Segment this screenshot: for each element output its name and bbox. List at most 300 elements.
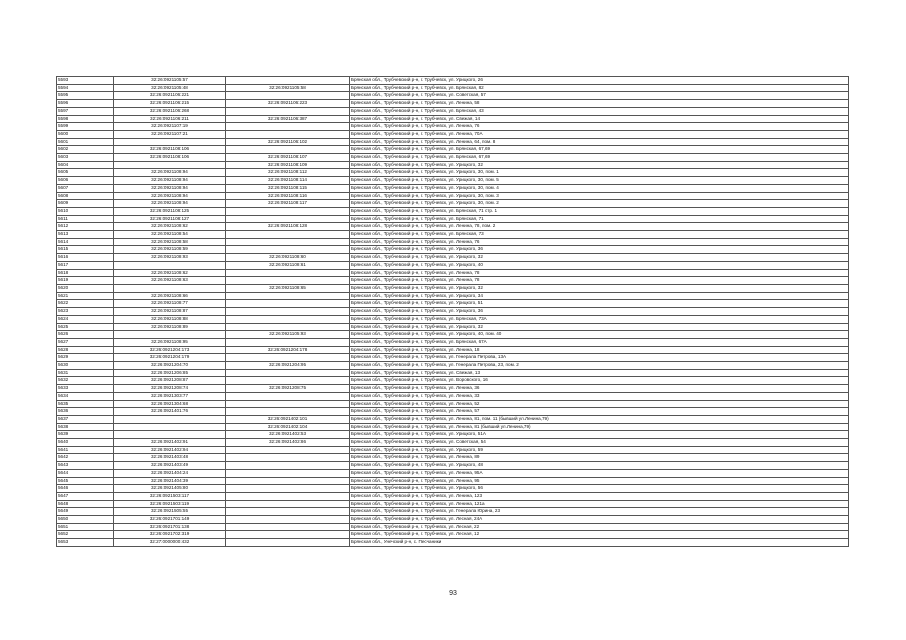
row-number-cell: 5646 <box>57 485 114 493</box>
row-number-cell: 5616 <box>57 254 114 262</box>
related-cadastral-number-cell <box>226 485 350 493</box>
cadastral-number-cell <box>114 331 226 339</box>
row-number-cell: 5651 <box>57 523 114 531</box>
address-cell: Брянская обл., Трубчевский р-н, г. Трубчевск, ул. Урицкого, 36 <box>350 308 849 316</box>
cadastral-number-cell: 32:26:0921108:106 <box>114 154 226 162</box>
address-cell: Брянская обл., Трубчевский р-н, г. Трубчевск, ул. Лесная, 22 <box>350 523 849 531</box>
table-row <box>57 362 849 370</box>
cadastral-number-cell <box>114 284 226 292</box>
row-number-cell: 5629 <box>57 354 114 362</box>
row-number-cell: 5613 <box>57 231 114 239</box>
cadastral-number-cell <box>114 415 226 423</box>
table-row <box>57 431 849 439</box>
row-number-cell: 5604 <box>57 161 114 169</box>
table-row <box>57 469 849 477</box>
address-cell: Брянская обл., Трубчевский р-н, г. Трубчевск, ул. Воровского, 16 <box>350 377 849 385</box>
related-cadastral-number-cell: 32:26:0921108:116 <box>226 192 350 200</box>
related-cadastral-number-cell <box>226 107 350 115</box>
cadastral-number-cell <box>114 423 226 431</box>
cadastral-number-cell: 32:26:0921701:138 <box>114 523 226 531</box>
table-row <box>57 500 849 508</box>
cadastral-number-cell: 32:26:0921505:55 <box>114 508 226 516</box>
cadastral-number-cell: 32:26:0921108:106 <box>114 146 226 154</box>
row-number-cell: 5608 <box>57 192 114 200</box>
row-number-cell: 5617 <box>57 261 114 269</box>
cadastral-number-cell <box>114 161 226 169</box>
cadastral-number-cell: 32:26:0921108:125 <box>114 207 226 215</box>
address-cell: Брянская обл., Трубчевский р-н, г. Трубчевск, ул. Советская, 57 <box>350 92 849 100</box>
table-row <box>57 223 849 231</box>
related-cadastral-number-cell: 32:26:0921106:387 <box>226 115 350 123</box>
related-cadastral-number-cell <box>226 369 350 377</box>
related-cadastral-number-cell <box>226 246 350 254</box>
table-row <box>57 177 849 185</box>
related-cadastral-number-cell: 32:26:0921208:75 <box>226 385 350 393</box>
address-cell: Брянская обл., Трубчевский р-н, г. Трубчевск, ул. Урицкого, 30, пом. 5 <box>350 177 849 185</box>
related-cadastral-number-cell <box>226 207 350 215</box>
table-row <box>57 84 849 92</box>
cadastral-number-cell: 32:26:0921702:319 <box>114 531 226 539</box>
row-number-cell: 5624 <box>57 315 114 323</box>
address-cell: Брянская обл., Трубчевский р-н, г. Трубчевск, ул. Урицкого, 51А <box>350 431 849 439</box>
cadastral-number-cell: 32:26:0921206:85 <box>114 369 226 377</box>
cadastral-number-cell: 32:26:0921105:57 <box>114 77 226 85</box>
cadastral-number-cell: 32:26:0921108:66 <box>114 292 226 300</box>
address-cell: Брянская обл., Трубчевский р-н, г. Трубчевск, ул. Ленина, 76 <box>350 238 849 246</box>
cadastral-number-cell: 32:26:0921108:63 <box>114 277 226 285</box>
row-number-cell: 5649 <box>57 508 114 516</box>
row-number-cell: 5637 <box>57 415 114 423</box>
row-number-cell: 5605 <box>57 169 114 177</box>
address-cell: Брянская обл., Трубчевский р-н, г. Трубчевск, ул. Ленина, 81, пом. 11 (бывший ул.Ленина,79) <box>350 415 849 423</box>
address-cell: Брянская обл., Трубчевский р-н, г. Трубчевск, ул. Брянская, 67А <box>350 338 849 346</box>
related-cadastral-number-cell: 32:26:0921108:128 <box>226 223 350 231</box>
table-row <box>57 508 849 516</box>
cadastral-number-cell: 32:26:0921405:80 <box>114 485 226 493</box>
cadastral-number-cell: 32:26:0921108:94 <box>114 192 226 200</box>
address-cell: Брянская обл., Трубчевский р-н, г. Трубчевск, ул. Ленина, 81 (бывший ул.Ленина,79) <box>350 423 849 431</box>
table-row <box>57 284 849 292</box>
address-cell: Брянская обл., Трубчевский р-н, г. Трубчевск, ул. Брянская, 71 <box>350 215 849 223</box>
row-number-cell: 5645 <box>57 477 114 485</box>
related-cadastral-number-cell: 32:26:0921204:178 <box>226 346 350 354</box>
row-number-cell: 5596 <box>57 100 114 108</box>
cadastral-number-cell: 32:26:0921204:179 <box>114 354 226 362</box>
address-cell: Брянская обл., Трубчевский р-н, г. Трубчевск, ул. Ленина, 95 <box>350 477 849 485</box>
table-row <box>57 115 849 123</box>
row-number-cell: 5599 <box>57 123 114 131</box>
related-cadastral-number-cell <box>226 215 350 223</box>
related-cadastral-number-cell: 32:26:0921204:95 <box>226 362 350 370</box>
cadastral-number-cell <box>114 431 226 439</box>
address-cell: Брянская обл., Трубчевский р-н, г. Трубчевск, ул. Урицкого, 30, пом. 2 <box>350 200 849 208</box>
row-number-cell: 5618 <box>57 269 114 277</box>
row-number-cell: 5640 <box>57 439 114 447</box>
cadastral-number-cell: 32:26:0921108:94 <box>114 177 226 185</box>
cadastral-number-cell <box>114 138 226 146</box>
table-body <box>57 77 849 547</box>
table-row <box>57 385 849 393</box>
related-cadastral-number-cell <box>226 539 350 547</box>
related-cadastral-number-cell <box>226 323 350 331</box>
address-cell: Брянская обл., Трубчевский р-н, г. Трубчевск, ул. Урицкого, 32 <box>350 161 849 169</box>
related-cadastral-number-cell <box>226 130 350 138</box>
related-cadastral-number-cell <box>226 462 350 470</box>
page-number: 93 <box>449 590 457 597</box>
address-cell: Брянская обл., Трубчевский р-н, г. Трубчевск, ул. Ленина, 76 <box>350 123 849 131</box>
address-cell: Брянская обл., Трубчевский р-н, г. Трубчевск, ул. Ленина, 33 <box>350 392 849 400</box>
related-cadastral-number-cell <box>226 469 350 477</box>
table-row <box>57 77 849 85</box>
address-cell: Брянская обл., Трубчевский р-н, г. Трубчевск, ул. Урицкого, 30, пом. 1 <box>350 169 849 177</box>
related-cadastral-number-cell: 32:26:0921108:114 <box>226 177 350 185</box>
address-cell: Брянская обл., Трубчевский р-н, г. Трубчевск, ул. Ленина, 123 <box>350 492 849 500</box>
row-number-cell: 5609 <box>57 200 114 208</box>
table-row <box>57 100 849 108</box>
cadastral-number-cell: 32:26:0921108:94 <box>114 169 226 177</box>
cadastral-number-cell: 32:26:0921403:49 <box>114 462 226 470</box>
cadastral-number-cell: 32:26:0921403:48 <box>114 454 226 462</box>
related-cadastral-number-cell <box>226 300 350 308</box>
table-row <box>57 246 849 254</box>
cadastral-number-cell: 32:26:0921204:70 <box>114 362 226 370</box>
related-cadastral-number-cell: 32:26:0921106:223 <box>226 100 350 108</box>
cadastral-number-cell: 32:26:0921108:62 <box>114 269 226 277</box>
cadastral-number-cell: 32:26:0921204:173 <box>114 346 226 354</box>
cadastral-number-cell: 32:26:0921108:54 <box>114 231 226 239</box>
related-cadastral-number-cell: 32:26:0921402:104 <box>226 423 350 431</box>
row-number-cell: 5597 <box>57 107 114 115</box>
table-row <box>57 477 849 485</box>
row-number-cell: 5594 <box>57 84 114 92</box>
table-row <box>57 207 849 215</box>
table-row <box>57 130 849 138</box>
related-cadastral-number-cell: 32:26:0921108:117 <box>226 200 350 208</box>
cadastral-number-cell: 32:26:0921107:19 <box>114 123 226 131</box>
address-cell: Брянская обл., Трубчевский р-н, г. Трубчевск, ул. Советская, 54 <box>350 439 849 447</box>
related-cadastral-number-cell: 32:26:0921108:112 <box>226 169 350 177</box>
address-cell: Брянская обл., Трубчевский р-н, г. Трубчевск, ул. Ленина, 36 <box>350 385 849 393</box>
address-cell: Брянская обл., Трубчевский р-н, г. Трубчевск, ул. Ленина, 121а <box>350 500 849 508</box>
cadastral-number-cell: 32:26:0921402:91 <box>114 439 226 447</box>
cadastral-number-cell: 32:26:0921108:77 <box>114 300 226 308</box>
row-number-cell: 5603 <box>57 154 114 162</box>
row-number-cell: 5620 <box>57 284 114 292</box>
address-cell: Брянская обл., Трубчевский р-н, г. Трубчевск, ул. Лесная, 12 <box>350 531 849 539</box>
related-cadastral-number-cell <box>226 408 350 416</box>
row-number-cell: 5632 <box>57 377 114 385</box>
address-cell: Брянская обл., Трубчевский р-н, г. Трубчевск, ул. Ленина, 57 <box>350 408 849 416</box>
table-row <box>57 377 849 385</box>
related-cadastral-number-cell <box>226 308 350 316</box>
address-cell: Брянская обл., Трубчевский р-н, г. Трубчевск, ул. Ленина, 78 <box>350 277 849 285</box>
address-cell: Брянская обл., Трубчевский р-н, г. Трубчевск, ул. Урицкого, 32 <box>350 284 849 292</box>
address-cell: Брянская обл., Трубчевский р-н, г. Трубчевск, ул. Урицкого, 59 <box>350 446 849 454</box>
related-cadastral-number-cell <box>226 292 350 300</box>
cadastral-number-cell <box>114 261 226 269</box>
table-row <box>57 238 849 246</box>
table-row <box>57 485 849 493</box>
related-cadastral-number-cell <box>226 508 350 516</box>
related-cadastral-number-cell <box>226 500 350 508</box>
cadastral-number-cell: 32:26:0921304:68 <box>114 400 226 408</box>
cadastral-number-cell: 32:26:0921108:127 <box>114 215 226 223</box>
related-cadastral-number-cell <box>226 531 350 539</box>
row-number-cell: 5652 <box>57 531 114 539</box>
row-number-cell: 5595 <box>57 92 114 100</box>
cadastral-number-cell: 32:26:0921105:48 <box>114 84 226 92</box>
row-number-cell: 5607 <box>57 184 114 192</box>
table-row <box>57 315 849 323</box>
table-row <box>57 300 849 308</box>
row-number-cell: 5641 <box>57 446 114 454</box>
table-row <box>57 269 849 277</box>
row-number-cell: 5628 <box>57 346 114 354</box>
cadastral-number-cell: 32:26:0921108:87 <box>114 308 226 316</box>
table-row <box>57 292 849 300</box>
row-number-cell: 5636 <box>57 408 114 416</box>
row-number-cell: 5647 <box>57 492 114 500</box>
related-cadastral-number-cell <box>226 446 350 454</box>
address-cell: Брянская обл., Трубчевский р-н, г. Трубчевск, ул. Урицкого, 51 <box>350 300 849 308</box>
cadastral-number-cell: 32:26:0921107:21 <box>114 130 226 138</box>
table-row <box>57 138 849 146</box>
related-cadastral-number-cell: 32:26:0921108:61 <box>226 261 350 269</box>
address-cell: Брянская обл., Трубчевский р-н, г. Трубчевск, ул. Урицкого, 40 <box>350 261 849 269</box>
related-cadastral-number-cell: 32:26:0921108:107 <box>226 154 350 162</box>
related-cadastral-number-cell: 32:26:0921105:58 <box>226 84 350 92</box>
row-number-cell: 5643 <box>57 462 114 470</box>
table-row <box>57 523 849 531</box>
cadastral-number-cell: 32:26:0921106:211 <box>114 115 226 123</box>
address-cell: Брянская обл., Трубчевский р-н, г. Трубчевск, ул. Брянская, 73 <box>350 231 849 239</box>
table-row <box>57 123 849 131</box>
cadastral-number-cell: 32:27:0000000:432 <box>114 539 226 547</box>
related-cadastral-number-cell: 32:26:0921402:86 <box>226 439 350 447</box>
row-number-cell: 5623 <box>57 308 114 316</box>
row-number-cell: 5644 <box>57 469 114 477</box>
row-number-cell: 5630 <box>57 362 114 370</box>
cadastral-number-cell: 32:26:0921503:119 <box>114 500 226 508</box>
cadastral-number-cell: 32:26:0921108:88 <box>114 315 226 323</box>
table-row <box>57 161 849 169</box>
related-cadastral-number-cell <box>226 454 350 462</box>
address-cell: Брянская обл., Трубчевский р-н, г. Трубчевск, ул. Свежая, 13 <box>350 369 849 377</box>
row-number-cell: 5631 <box>57 369 114 377</box>
table-row <box>57 154 849 162</box>
table-row <box>57 392 849 400</box>
related-cadastral-number-cell <box>226 146 350 154</box>
related-cadastral-number-cell <box>226 392 350 400</box>
related-cadastral-number-cell <box>226 516 350 524</box>
row-number-cell: 5642 <box>57 454 114 462</box>
address-cell: Брянская обл., Трубчевский р-н, г. Трубчевск, ул. Генерала Юрина, 23 <box>350 508 849 516</box>
table-row <box>57 446 849 454</box>
row-number-cell: 5638 <box>57 423 114 431</box>
row-number-cell: 5619 <box>57 277 114 285</box>
table-row <box>57 338 849 346</box>
address-cell: Брянская обл., Трубчевский р-н, г. Трубчевск, ул. Ленина, 95А <box>350 469 849 477</box>
cadastral-number-cell: 32:26:0921108:58 <box>114 238 226 246</box>
related-cadastral-number-cell <box>226 231 350 239</box>
table-row <box>57 146 849 154</box>
cadastral-number-cell: 32:26:0921303:77 <box>114 392 226 400</box>
address-cell: Брянская обл., Трубчевский р-н, г. Трубчевск, ул. Урицкого, 32 <box>350 254 849 262</box>
cadastral-number-cell: 32:26:0921108:94 <box>114 200 226 208</box>
related-cadastral-number-cell: 32:26:0921105:93 <box>226 331 350 339</box>
table-row <box>57 462 849 470</box>
related-cadastral-number-cell <box>226 377 350 385</box>
cadastral-number-cell: 32:26:0921108:62 <box>114 223 226 231</box>
cadastral-number-cell: 32:26:0921208:87 <box>114 377 226 385</box>
address-cell: Брянская обл., Трубчевский р-н, г. Трубчевск, ул. Урицкого, 40, пом. 40 <box>350 331 849 339</box>
related-cadastral-number-cell: 32:26:0921108:60 <box>226 254 350 262</box>
address-cell: Брянская обл., Трубчевский р-н, г. Трубчевск, ул. Ленина, 70А <box>350 130 849 138</box>
related-cadastral-number-cell <box>226 523 350 531</box>
address-cell: Брянская обл., Трубчевский р-н, г. Трубчевск, ул. Урицкого, 56 <box>350 485 849 493</box>
related-cadastral-number-cell <box>226 269 350 277</box>
row-number-cell: 5611 <box>57 215 114 223</box>
cadastral-number-cell: 32:26:0921208:74 <box>114 385 226 393</box>
row-number-cell: 5601 <box>57 138 114 146</box>
row-number-cell: 5593 <box>57 77 114 85</box>
row-number-cell: 5648 <box>57 500 114 508</box>
cadastral-number-cell: 32:26:0921108:59 <box>114 246 226 254</box>
related-cadastral-number-cell <box>226 338 350 346</box>
table-row <box>57 415 849 423</box>
related-cadastral-number-cell: 32:26:0921402:53 <box>226 431 350 439</box>
address-cell: Брянская обл., Трубчевский р-н, г. Трубчевск, ул. Ленина, 64, пом. 8 <box>350 138 849 146</box>
related-cadastral-number-cell <box>226 77 350 85</box>
cadastral-number-cell: 32:26:0921404:24 <box>114 469 226 477</box>
address-cell: Брянская обл., Трубчевский р-н, г. Трубчевск, ул. Генерала Петрова, 23, пом. 2 <box>350 362 849 370</box>
address-cell: Брянская обл., Трубчевский р-н, г. Трубчевск, ул. Брянская, 67,69 <box>350 146 849 154</box>
table-row <box>57 107 849 115</box>
row-number-cell: 5633 <box>57 385 114 393</box>
cadastral-number-cell: 32:26:0921106:215 <box>114 100 226 108</box>
row-number-cell: 5650 <box>57 516 114 524</box>
address-cell: Брянская обл., Трубчевский р-н, г. Трубчевск, ул. Урицкого, 26 <box>350 77 849 85</box>
table-row <box>57 200 849 208</box>
table-row <box>57 439 849 447</box>
table-row <box>57 184 849 192</box>
related-cadastral-number-cell: 32:26:0921108:115 <box>226 184 350 192</box>
row-number-cell: 5610 <box>57 207 114 215</box>
row-number-cell: 5612 <box>57 223 114 231</box>
cadastral-number-cell: 32:26:0921404:39 <box>114 477 226 485</box>
row-number-cell: 5621 <box>57 292 114 300</box>
table-row <box>57 492 849 500</box>
address-cell: Брянская обл., Трубчевский р-н, г. Трубчевск, ул. Брянская, 43 <box>350 107 849 115</box>
row-number-cell: 5614 <box>57 238 114 246</box>
table-row <box>57 531 849 539</box>
address-cell: Брянская обл., Трубчевский р-н, г. Трубчевск, ул. Брянская, 82 <box>350 84 849 92</box>
table-row <box>57 169 849 177</box>
table-row <box>57 331 849 339</box>
table-row <box>57 254 849 262</box>
related-cadastral-number-cell <box>226 315 350 323</box>
address-cell: Брянская обл., Трубчевский р-н, г. Трубчевск, ул. Брянская, 73А <box>350 315 849 323</box>
cadastral-number-cell: 32:26:0921402:94 <box>114 446 226 454</box>
table-row <box>57 354 849 362</box>
address-cell: Брянская обл., Трубчевский р-н, г. Трубчевск, ул. Генерала Петрова, 13А <box>350 354 849 362</box>
related-cadastral-number-cell <box>226 400 350 408</box>
table-row <box>57 346 849 354</box>
address-cell: Брянская обл., Трубчевский р-н, г. Трубчевск, ул. Урицкого, 48 <box>350 462 849 470</box>
related-cadastral-number-cell <box>226 92 350 100</box>
table-row <box>57 400 849 408</box>
cadastral-number-cell: 32:26:0921108:95 <box>114 338 226 346</box>
table-row <box>57 408 849 416</box>
table-row <box>57 92 849 100</box>
cadastral-number-cell: 32:26:0921108:94 <box>114 184 226 192</box>
row-number-cell: 5639 <box>57 431 114 439</box>
table-row <box>57 308 849 316</box>
related-cadastral-number-cell: 32:26:0921108:65 <box>226 284 350 292</box>
address-cell: Брянская обл., Трубчевский р-н, г. Трубчевск, ул. Урицкого, 32 <box>350 323 849 331</box>
related-cadastral-number-cell <box>226 277 350 285</box>
related-cadastral-number-cell: 32:26:0921402:101 <box>226 415 350 423</box>
row-number-cell: 5615 <box>57 246 114 254</box>
table-row <box>57 192 849 200</box>
address-cell: Брянская обл., Трубчевский р-н, г. Трубчевск, ул. Ленина, 78 <box>350 269 849 277</box>
related-cadastral-number-cell <box>226 123 350 131</box>
address-cell: Брянская обл., Трубчевский р-н, г. Трубчевск, ул. Ленина, 89 <box>350 454 849 462</box>
row-number-cell: 5602 <box>57 146 114 154</box>
cadastral-number-cell: 32:26:0921106:221 <box>114 92 226 100</box>
address-cell: Брянская обл., Трубчевский р-н, г. Трубчевск, ул. Брянская, 71 стр. 1 <box>350 207 849 215</box>
table-row <box>57 277 849 285</box>
related-cadastral-number-cell: 32:26:0921108:109 <box>226 161 350 169</box>
related-cadastral-number-cell <box>226 477 350 485</box>
row-number-cell: 5627 <box>57 338 114 346</box>
cadastral-number-cell: 32:26:0921701:149 <box>114 516 226 524</box>
cadastral-number-cell: 32:26:0921108:89 <box>114 323 226 331</box>
table-row <box>57 423 849 431</box>
row-number-cell: 5600 <box>57 130 114 138</box>
row-number-cell: 5622 <box>57 300 114 308</box>
address-cell: Брянская обл., Трубчевский р-н, г. Трубчевск, ул. Урицкого, 30, пом. 4 <box>350 184 849 192</box>
table-row <box>57 215 849 223</box>
cadastral-number-cell: 32:26:0921401:76 <box>114 408 226 416</box>
table-row <box>57 231 849 239</box>
table-row <box>57 454 849 462</box>
address-cell: Брянская обл., Трубчевский р-н, г. Трубчевск, ул. Свежая, 14 <box>350 115 849 123</box>
row-number-cell: 5635 <box>57 400 114 408</box>
cadastral-number-cell: 32:26:0921108:93 <box>114 254 226 262</box>
cadastral-registry-table <box>56 76 849 547</box>
address-cell: Брянская обл., Унечский р-н, с. Песчаники <box>350 539 849 547</box>
row-number-cell: 5626 <box>57 331 114 339</box>
cadastral-number-cell: 32:26:0921503:117 <box>114 492 226 500</box>
address-cell: Брянская обл., Трубчевский р-н, г. Трубчевск, ул. Ленина, 52 <box>350 400 849 408</box>
related-cadastral-number-cell <box>226 354 350 362</box>
address-cell: Брянская обл., Трубчевский р-н, г. Трубчевск, ул. Урицкого, 36 <box>350 246 849 254</box>
address-cell: Брянская обл., Трубчевский р-н, г. Трубчевск, ул. Ленина, 18 <box>350 346 849 354</box>
cadastral-number-cell: 32:26:0921106:268 <box>114 107 226 115</box>
row-number-cell: 5606 <box>57 177 114 185</box>
related-cadastral-number-cell <box>226 492 350 500</box>
related-cadastral-number-cell: 32:26:0921106:102 <box>226 138 350 146</box>
row-number-cell: 5625 <box>57 323 114 331</box>
table-row <box>57 539 849 547</box>
row-number-cell: 5653 <box>57 539 114 547</box>
row-number-cell: 5634 <box>57 392 114 400</box>
related-cadastral-number-cell <box>226 238 350 246</box>
row-number-cell: 5598 <box>57 115 114 123</box>
address-cell: Брянская обл., Трубчевский р-н, г. Трубчевск, ул. Урицкого, 34 <box>350 292 849 300</box>
address-cell: Брянская обл., Трубчевский р-н, г. Трубчевск, ул. Ленина, 78, пом. 2 <box>350 223 849 231</box>
